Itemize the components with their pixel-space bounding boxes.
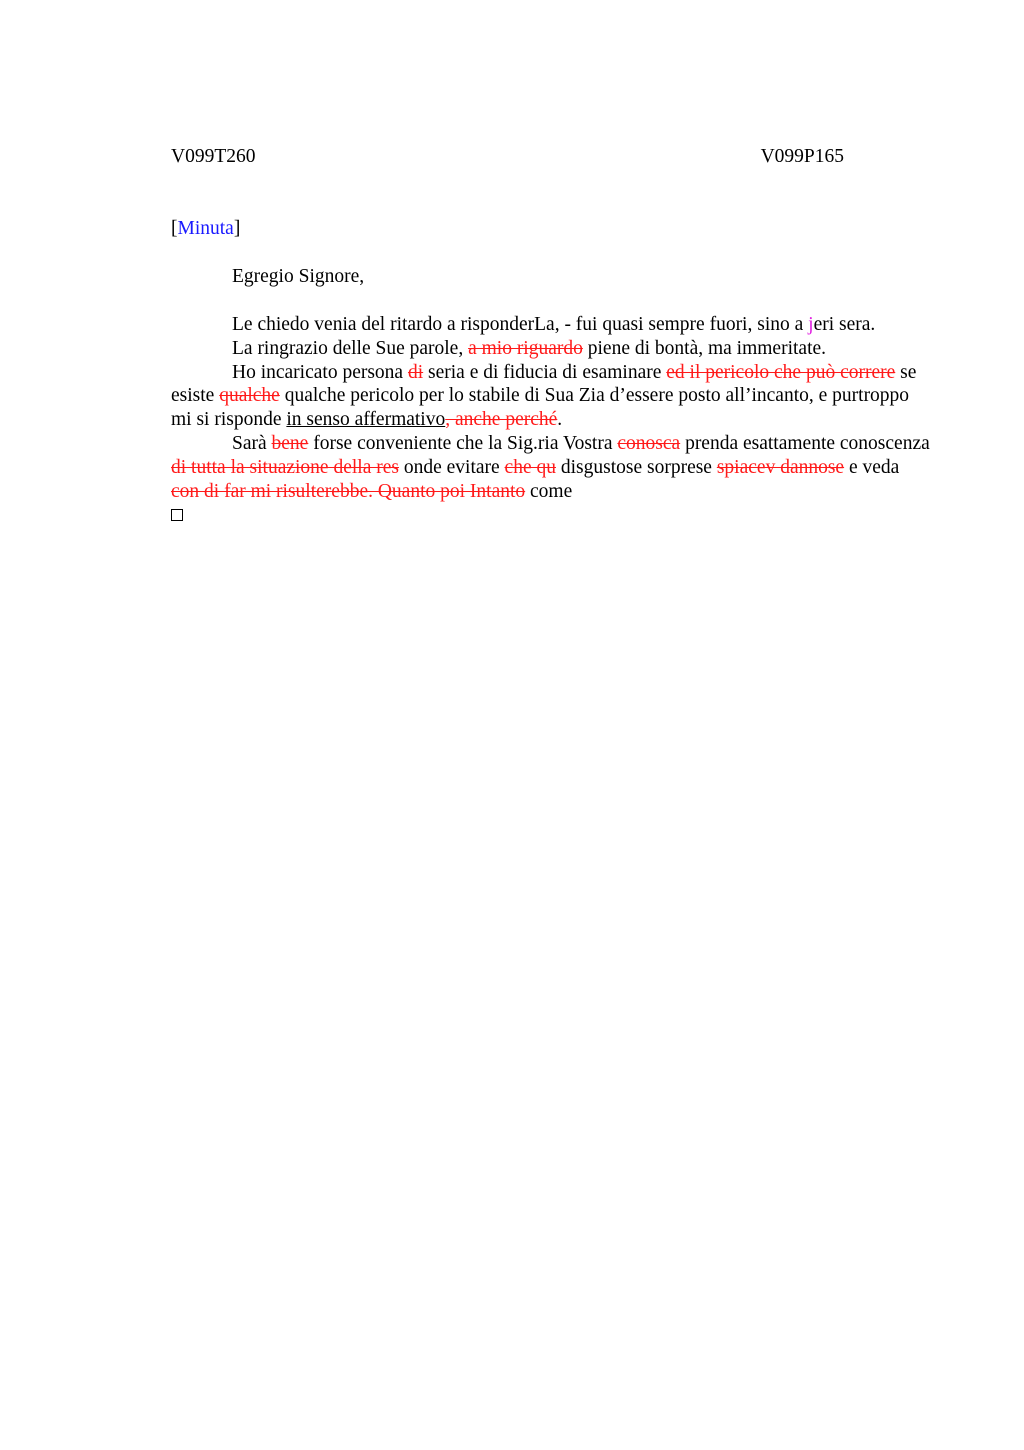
letter-body [171, 313, 931, 528]
deleted-text: con di far mi risulterebbe. Quanto poi Intanto [171, 480, 526, 502]
document-code-left: V099T260 [171, 146, 256, 167]
text-span: Ho incaricato persona [232, 361, 408, 383]
text-span: seria e di fiducia di esaminare [423, 361, 667, 383]
text-span: disgustose sorprese [555, 456, 717, 478]
checkbox-square-icon [171, 509, 183, 521]
text-span: qualche pericolo per lo stabile di Sua Zia d’essere posto all’incanto, e purtroppo mi si risponde [171, 385, 910, 431]
minuta-label [171, 218, 240, 240]
deleted-text: che qu [504, 456, 556, 478]
deleted-text: qualche [219, 385, 280, 407]
text-span: eri sera. [813, 314, 876, 335]
text-span: se esiste [171, 361, 917, 407]
document-header [171, 146, 844, 172]
text-span: piene di bontà, ma immeritate. [582, 337, 827, 359]
paragraph-3 [171, 361, 931, 432]
deleted-text: ed il pericolo che può correre [666, 361, 896, 383]
text-span: come [525, 480, 573, 502]
underlined-text: in senso affermativo [286, 409, 446, 431]
inserted-letter: j [808, 314, 814, 335]
minuta-open-bracket: [ [171, 218, 178, 239]
text-span: forse conveniente che la Sig.ria Vostra [308, 432, 618, 454]
paragraph-4 [171, 432, 931, 503]
text-span: Le chiedo venia del ritardo a risponderLa, - fui quasi sempre fuori, sino a [232, 314, 809, 335]
paragraph-1 [171, 313, 931, 337]
text-span: prenda esattamente conoscenza [680, 432, 930, 454]
deleted-text: a mio riguardo [468, 337, 583, 359]
salutation: Egregio Signore, [232, 266, 365, 287]
deleted-text: conosca [617, 432, 681, 454]
paragraph-2 [171, 337, 931, 361]
minuta-text: Minuta [177, 218, 234, 239]
deleted-text: , anche perché [445, 409, 558, 431]
text-span: onde evitare [398, 456, 505, 478]
document-code-right: V099P165 [760, 146, 844, 167]
text-span: La ringrazio delle Sue parole, [232, 337, 469, 359]
deleted-text: di [407, 361, 424, 383]
text-span: e veda [844, 456, 900, 478]
deleted-text: bene [271, 432, 309, 454]
deleted-text: spiacev dannose [716, 456, 845, 478]
text-span: Sarà [232, 432, 272, 454]
deleted-text: di tutta la situazione della res [171, 456, 399, 478]
minuta-close-bracket: ] [233, 218, 241, 239]
text-span: . [557, 409, 563, 431]
checkbox-line [171, 503, 931, 528]
